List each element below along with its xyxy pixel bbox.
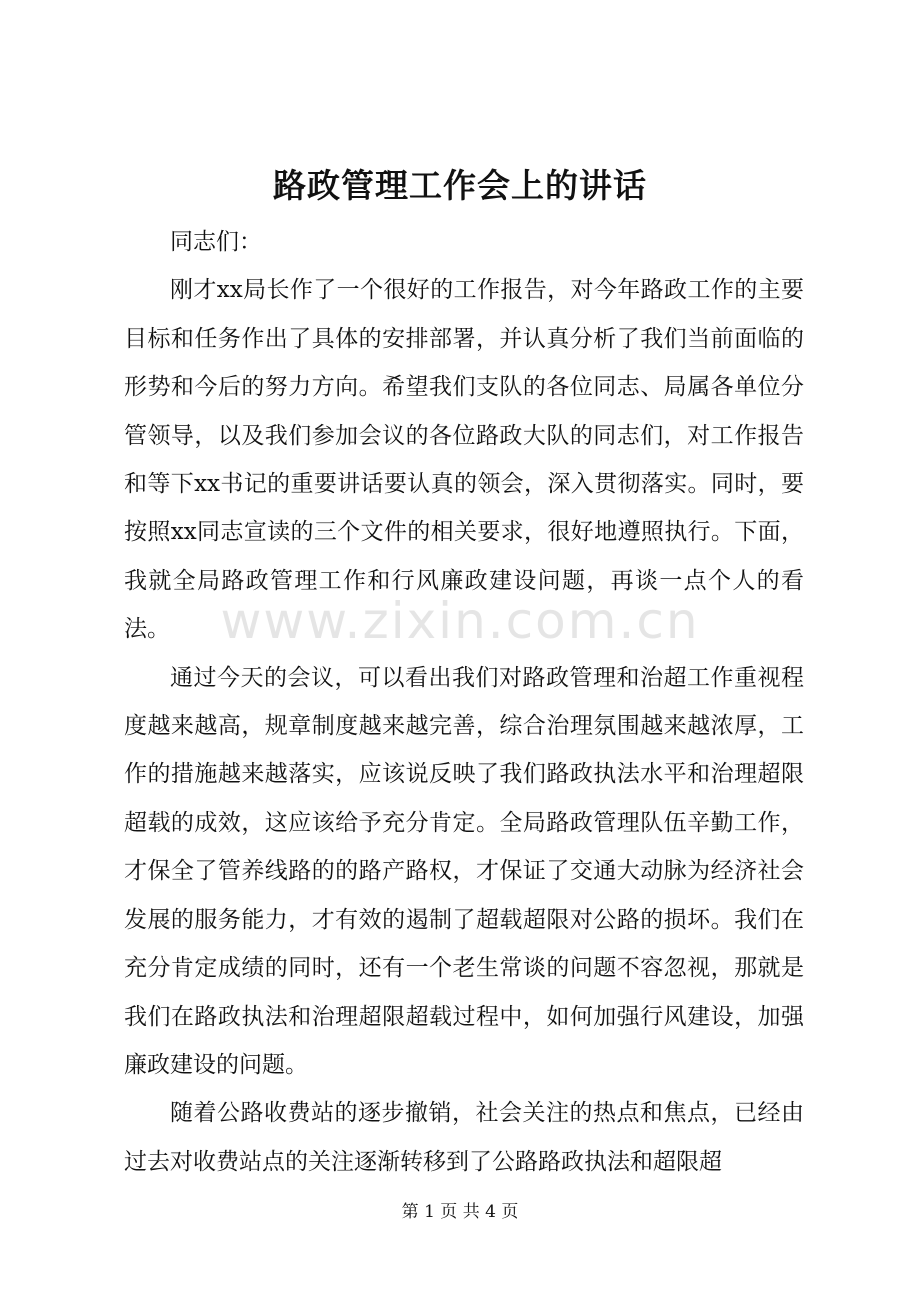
paragraph-3: 随着公路收费站的逐步撤销，社会关注的热点和焦点，已经由过去对收费站点的关注逐渐转移到了公路路政执法和超限超: [124, 1100, 804, 1175]
paragraph-2: 通过今天的会议，可以看出我们对路政管理和治超工作重视程度越来越高，规章制度越来越完善，综合治理氛围越来越浓厚，工作的措施越来越落实，应该说反映了我们路政执法水平和治理超限超载的成效，这应该给予充分肯定。全局路政管理队伍辛勤工作，才保全了管养线路的的路产路权，才保证了交通大动脉为经济社会发展的服务能力，才有效的遏制了超载超限对公路的损坏。我们在充分肯定成绩的同时，还有一个老生常谈的问题不容忽视，那就是我们在路政执法和治理超限超载过程中，如何加强行风建设，加强廉政建设的问题。: [124, 664, 804, 1078]
document-title: 路政管理工作会上的讲话: [273, 166, 647, 205]
paragraph-1: 刚才xx局长作了一个很好的工作报告，对今年路政工作的主要目标和任务作出了具体的安排部署，并认真分析了我们当前面临的形势和今后的努力方向。希望我们支队的各位同志、局属各单位分管领导，以及我们参加会议的各位路政大队的同志们，对工作报告和等下xx书记的重要讲话要认真的领会，深入贯彻落实。同时，要按照xx同志宣读的三个文件的相关要求，很好地遵照执行。下面，我就全局路政管理工作和行风廉政建设问题，再谈一点个人的看法。: [124, 277, 804, 643]
watermark: www.zixin.com.cn: [220, 592, 700, 650]
salutation: 同志们：: [170, 229, 262, 255]
page-footer: 第 1 页 共 4 页: [401, 1202, 519, 1222]
document-body: [124, 218, 804, 1186]
